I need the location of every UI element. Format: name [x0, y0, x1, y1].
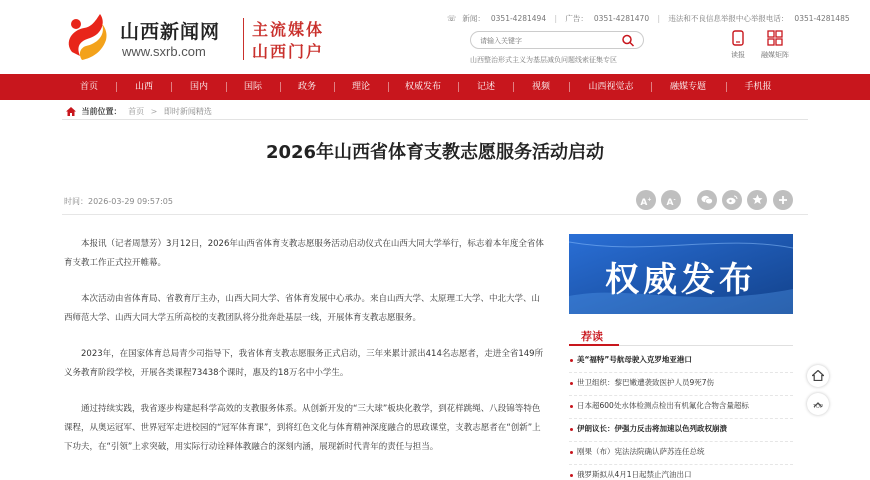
nav-item-narrative[interactable]: 记述 [476, 82, 495, 92]
share-wechat-button[interactable] [697, 190, 717, 210]
nav-divider [513, 82, 514, 92]
article-paragraph: 本报讯（记者周慧芳）3月12日，2026年山西省体育支教志愿服务活动启动仪式在山西大同大学举行，标志着本年度全省体育支教工作正式拉开帷幕。 [64, 239, 544, 268]
divider [62, 214, 808, 215]
recommended-list [569, 352, 793, 480]
breadcrumb [66, 106, 212, 117]
nav-item-mobile-paper[interactable]: 手机报 [744, 82, 772, 92]
font-decrease-button[interactable]: A- [661, 190, 681, 210]
recommended-item[interactable]: 俄罗斯拟从4月1日起禁止汽油出口 [569, 467, 793, 480]
back-to-top-button[interactable] [807, 393, 829, 415]
slogan-line1: 主流媒体 [252, 20, 325, 39]
float-home-button[interactable] [807, 365, 829, 387]
home-icon [66, 107, 76, 116]
divider [62, 119, 808, 120]
contact-separator: | [554, 14, 558, 23]
article-paragraph: 通过持续实践，我省逐步构建起科学高效的支教服务体系。从创新开发的“三大球”板块化教学，到花样跳绳、八段锦等特色课程，从奥运冠军、世界冠军走进校园的“冠军体育课”，到将红色文化与体育精神深度融合的思政课堂，支教志愿者在“创新”上下功夫，在“引领”上求突破，用实际行动诠释体教融合的深刻内涵，展现新时代青年的责任与担当。 [64, 404, 541, 452]
banner-text: 权威发布 [605, 260, 757, 300]
nav-divider [334, 82, 335, 92]
site-header [0, 0, 870, 74]
news-phone-label: 新闻： [462, 14, 485, 23]
font-increase-label: A [640, 198, 648, 208]
main-nav [0, 74, 870, 100]
nav-item-shanxi-vision[interactable]: 山西视觉志 [588, 82, 634, 92]
time-value: 2026-03-29 09:57:05 [88, 197, 173, 206]
ad-phone: 0351-4281470 [593, 14, 650, 23]
recommended-item[interactable]: 美“福特”号航母驶入克罗地亚港口 [569, 352, 793, 373]
plus-icon [778, 195, 788, 205]
nav-item-official-release[interactable]: 权威发布 [404, 82, 441, 92]
article-time [64, 196, 173, 207]
logo-url: www.sxrb.com [122, 44, 206, 59]
media-matrix-button[interactable] [755, 30, 795, 60]
weibo-icon [726, 195, 738, 205]
search-input[interactable] [480, 34, 610, 47]
font-increase-button[interactable]: A+ [636, 190, 656, 210]
recommended-title: 荐读 [581, 330, 603, 343]
media-matrix-label: 融媒矩阵 [761, 51, 789, 59]
report-phone: 0351-4281485 [794, 14, 850, 23]
recommended-item[interactable]: 伊朗议长：伊强力反击将加速以色列政权崩溃 [569, 421, 793, 442]
logo-name: 山西新闻网 [120, 21, 221, 43]
recommended-item[interactable]: 世卫组织：黎巴嫩遭袭致医护人员9死7伤 [569, 375, 793, 396]
ad-phone-label: 广告： [565, 14, 588, 23]
logo-mark-icon [62, 12, 114, 64]
recommended-item[interactable]: 日本超600处水体检测点检出有机氟化合物含量超标 [569, 398, 793, 419]
nav-item-government[interactable]: 政务 [297, 82, 316, 92]
article-paragraph: 2023年，在国家体育总局青少司指导下，我省体育支教志愿服务正式启动，三年来累计派出414名志愿者，走进全省149所义务教育阶段学校，开展各类课程73438个课时，惠及约18万名中小学生。 [64, 349, 544, 378]
share-weibo-button[interactable] [722, 190, 742, 210]
article-paragraph: 本次活动由省体育局、省教育厅主办，山西大同大学、省体育发展中心承办。来自山西大学、太原理工大学、中北大学、山西师范大学、山西大同大学五所高校的支教团队将分批奔赴基层一线，开展体育支教志愿服务。 [64, 294, 541, 323]
recommended-item[interactable]: 刚果（布）宪法法院确认萨苏连任总统 [569, 444, 793, 465]
nav-divider [116, 82, 117, 92]
article-body [64, 235, 548, 474]
home-icon [812, 370, 824, 381]
report-label: 违法和不良信息举报中心举报电话： [668, 14, 789, 23]
nav-item-international[interactable]: 国际 [243, 82, 262, 92]
news-phone: 0351-4281494 [490, 14, 547, 23]
nav-divider [651, 82, 652, 92]
favorite-button[interactable] [747, 190, 767, 210]
nav-divider [171, 82, 172, 92]
site-logo[interactable] [62, 12, 332, 64]
breadcrumb-label: 当前位置： [81, 107, 122, 116]
nav-item-theory[interactable]: 理论 [351, 82, 370, 92]
read-paper-label: 读报 [731, 51, 745, 59]
nav-item-shanxi[interactable]: 山西 [134, 82, 153, 92]
breadcrumb-home[interactable]: 首页 [128, 107, 145, 116]
search-tip-link[interactable]: 山西整治形式主义为基层减负问题线索征集专区 [470, 56, 617, 64]
breadcrumb-arrow: > [150, 107, 158, 116]
nav-divider [569, 82, 570, 92]
nav-item-media-topics[interactable]: 融媒专题 [669, 82, 706, 92]
nav-item-home[interactable]: 首页 [79, 82, 98, 92]
star-icon [752, 194, 763, 205]
time-label: 时间： [64, 197, 88, 206]
nav-divider [458, 82, 459, 92]
grid-icon [767, 30, 783, 46]
recommended-underline [569, 344, 619, 346]
nav-divider [226, 82, 227, 92]
recommended-header [569, 328, 793, 346]
logo-divider [243, 18, 244, 60]
slogan-line2: 山西门户 [252, 42, 325, 61]
nav-item-domestic[interactable]: 国内 [189, 82, 208, 92]
nav-item-video[interactable]: 视频 [531, 82, 550, 92]
wechat-icon [701, 195, 713, 205]
mobile-icon [732, 30, 744, 46]
breadcrumb-section[interactable]: 即时新闻精选 [163, 107, 212, 116]
nav-divider [388, 82, 389, 92]
font-decrease-label: A [666, 198, 674, 208]
nav-divider [726, 82, 727, 92]
contact-phones [447, 13, 856, 24]
article-title: 2026年山西省体育支教志愿服务活动启动 [265, 142, 605, 163]
official-release-banner[interactable] [569, 234, 793, 314]
more-share-button[interactable] [773, 190, 793, 210]
search-icon[interactable] [621, 34, 635, 47]
nav-divider [280, 82, 281, 92]
search-box [470, 31, 644, 49]
phone-icon: ☏ [447, 14, 457, 23]
read-paper-button[interactable] [718, 30, 758, 60]
back-to-top-label: TOP [812, 404, 824, 410]
contact-separator: | [657, 14, 661, 23]
